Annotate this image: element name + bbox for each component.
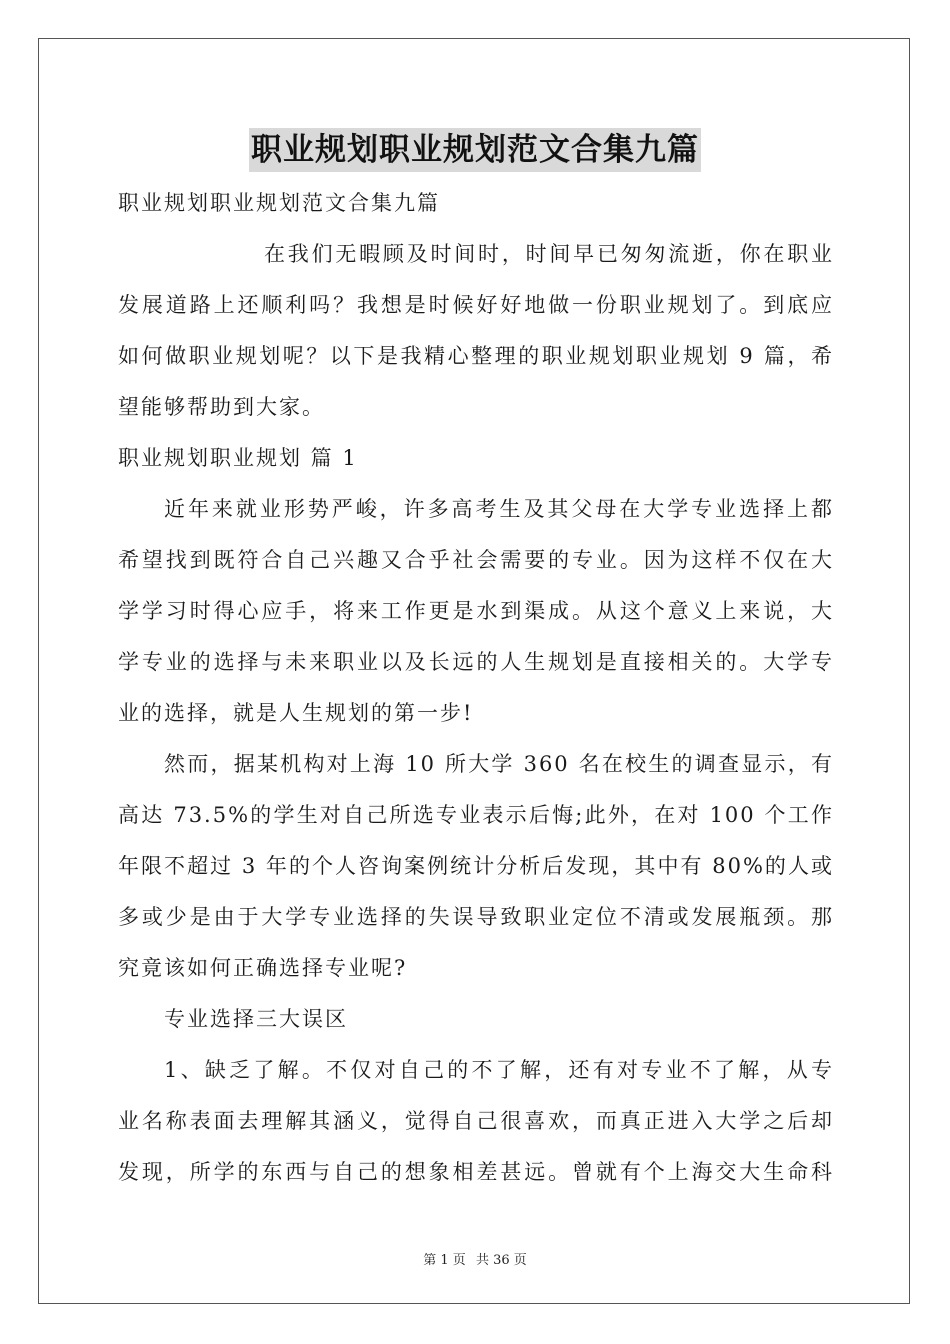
section-heading: 职业规划职业规划 篇 1	[118, 446, 358, 470]
paragraph-line: 高达 73.5%的学生对自己所选专业表示后悔;此外，在对 100 个工作	[118, 803, 834, 827]
page-total: 共 36 页	[475, 1253, 527, 1268]
intro-line: 在我们无暇顾及时间时，时间早已匆匆流逝，你在职业	[264, 242, 834, 266]
paragraph-line: 然而，据某机构对上海 10 所大学 360 名在校生的调查显示，有	[164, 752, 834, 776]
document-title: 职业规划职业规划范文合集九篇	[249, 128, 701, 172]
paragraph-line: 多或少是由于大学专业选择的失误导致职业定位不清或发展瓶颈。那	[118, 905, 834, 929]
paragraph-line: 年限不超过 3 年的个人咨询案例统计分析后发现，其中有 80%的人或	[118, 854, 834, 878]
paragraph-line: 近年来就业形势严峻，许多高考生及其父母在大学专业选择上都	[164, 497, 834, 521]
document-body	[118, 178, 834, 1198]
paragraph-line: 业的选择，就是人生规划的第一步!	[118, 701, 474, 725]
paragraph-line: 究竟该如何正确选择专业呢?	[118, 956, 408, 980]
subheading: 专业选择三大误区	[164, 1007, 348, 1031]
paragraph-line: 学专业的选择与未来职业以及长远的人生规划是直接相关的。大学专	[118, 650, 834, 674]
paragraph-line: 1、缺乏了解。不仅对自己的不了解，还有对专业不了解，从专	[164, 1058, 834, 1082]
paragraph-line: 发现，所学的东西与自己的想象相差甚远。曾就有个上海交大生命科	[118, 1160, 834, 1184]
title-container	[0, 128, 950, 172]
intro-line: 望能够帮助到大家。	[118, 395, 325, 419]
intro-line: 发展道路上还顺利吗？我想是时候好好地做一份职业规划了。到底应	[118, 293, 834, 317]
document-subtitle: 职业规划职业规划范文合集九篇	[118, 191, 440, 215]
paragraph-line: 希望找到既符合自己兴趣又合乎社会需要的专业。因为这样不仅在大	[118, 548, 834, 572]
paragraph-line: 学学习时得心应手，将来工作更是水到渠成。从这个意义上来说，大	[118, 599, 834, 623]
page-footer	[0, 1249, 950, 1268]
intro-line: 如何做职业规划呢？以下是我精心整理的职业规划职业规划 9 篇，希	[118, 344, 834, 368]
paragraph-line: 业名称表面去理解其涵义，觉得自己很喜欢，而真正进入大学之后却	[118, 1109, 834, 1133]
page-number: 第 1 页	[423, 1253, 466, 1268]
